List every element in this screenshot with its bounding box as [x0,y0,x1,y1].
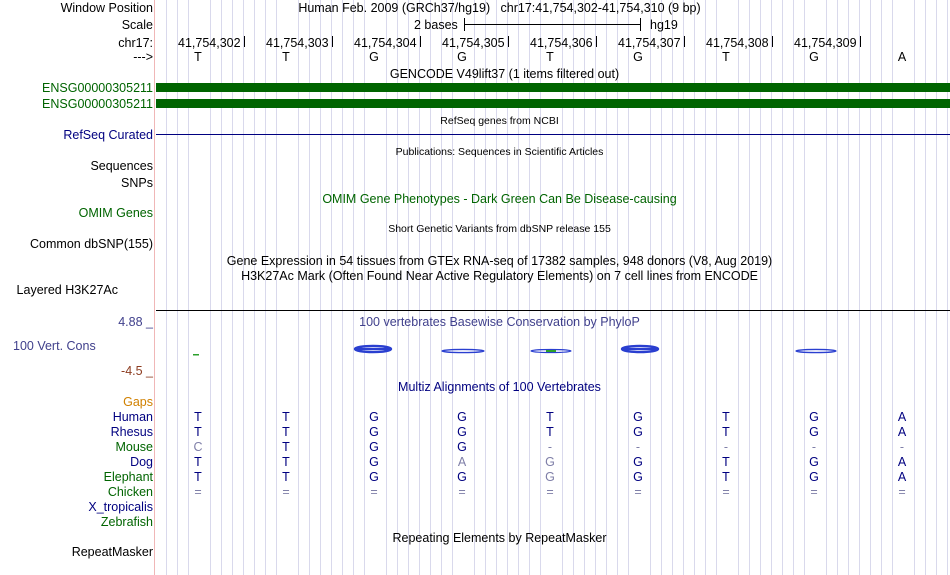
alignment-base: A [457,455,467,469]
position-tick [420,36,421,47]
h3k27-label[interactable]: Layered H3K27Ac [16,283,118,297]
alignment-base: G [809,425,819,439]
position-label: 41,754,306 [530,36,593,50]
species-label[interactable]: X_tropicalis [88,500,153,514]
gaps-label[interactable]: Gaps [123,395,153,409]
pubs-track-title[interactable]: Publications: Sequences in Scientific Articles [395,146,604,158]
alignment-base: A [897,410,907,424]
cons-label[interactable]: 100 Vert. Cons [13,339,96,353]
base: G [809,50,819,64]
position-label: 41,754,307 [618,36,681,50]
position-label: 41,754,308 [706,36,769,50]
alignment-base: = [458,485,466,499]
position-tick [244,36,245,47]
alignment-base: G [369,470,379,484]
alignment-base: - [899,440,905,454]
cons-max-label: 4.88 _ [118,315,153,329]
species-label[interactable]: Zebrafish [100,515,153,529]
base: T [194,50,202,64]
gencode-gene-bar[interactable] [156,99,950,108]
multiz-track-title[interactable]: Multiz Alignments of 100 Vertebrates [398,380,601,394]
position-label: 41,754,309 [794,36,857,50]
repeat-label[interactable]: RepeatMasker [71,545,153,559]
cons-mark [355,348,391,350]
snps-label[interactable]: SNPs [121,176,153,190]
base: T [722,50,730,64]
base: G [369,50,379,64]
alignment-base: T [546,410,554,424]
alignment-base: T [282,425,290,439]
chrom-label: chr17: [118,36,153,50]
position-label: 41,754,302 [178,36,241,50]
refseq-track-title[interactable]: RefSeq genes from NCBI [440,115,559,127]
alignment-base: G [633,425,643,439]
alignment-base: - [811,440,817,454]
cons-track-title[interactable]: 100 vertebrates Basewise Conservation by PhyloP [359,315,640,329]
species-label[interactable]: Mouse [115,440,153,454]
position-tick [596,36,597,47]
repeat-track-title[interactable]: Repeating Elements by RepeatMasker [392,531,607,545]
alignment-base: T [194,470,202,484]
h3k27-track-title[interactable]: H3K27Ac Mark (Often Found Near Active Regulatory Elements) on 7 cell lines from ENCODE [241,269,758,283]
dbsnp-label[interactable]: Common dbSNP(155) [30,237,153,251]
alignment-base: = [634,485,642,499]
alignment-base: A [897,470,907,484]
alignment-base: T [282,440,290,454]
alignment-base: = [282,485,290,499]
base: G [633,50,643,64]
alignment-base: = [722,485,730,499]
alignment-base: G [457,440,467,454]
position-tick [860,36,861,47]
alignment-base: G [457,410,467,424]
alignment-base: = [546,485,554,499]
gencode-item-label[interactable]: ENSG00000305211 [42,97,153,111]
alignment-base: T [282,470,290,484]
alignment-base: G [545,470,555,484]
cons-mark [546,350,556,352]
species-label[interactable]: Elephant [103,470,153,484]
alignment-base: T [546,425,554,439]
alignment-base: - [635,440,641,454]
alignment-base: A [897,425,907,439]
alignment-base: G [545,455,555,469]
alignment-base: G [633,470,643,484]
alignment-base: = [370,485,378,499]
scale-label: Scale [121,18,153,32]
alignment-base: G [369,410,379,424]
base: A [897,50,907,64]
refseq-label[interactable]: RefSeq Curated [63,128,153,142]
gencode-item-label[interactable]: ENSG00000305211 [42,81,153,95]
strand-label: ---> [133,50,153,64]
alignment-base: T [722,410,730,424]
alignment-base: G [457,425,467,439]
alignment-base: G [369,455,379,469]
position-label: 41,754,304 [354,36,417,50]
alignment-base: A [897,455,907,469]
alignment-base: - [723,440,729,454]
alignment-base: T [282,455,290,469]
gencode-gene-bar[interactable] [156,83,950,92]
alignment-base: G [809,470,819,484]
window-position-value [155,1,950,15]
gtex-track-title[interactable]: Gene Expression in 54 tissues from GTEx RNA-seq of 17382 samples, 948 donors (V8, Aug 2019) [226,254,773,268]
position-label: 41,754,303 [266,36,329,50]
cons-mark [193,354,199,356]
alignment-base: G [457,470,467,484]
alignment-base: T [194,410,202,424]
window-position-text: Human Feb. 2009 (GRCh37/hg19) chr17:41,754,302-41,754,310 (9 bp) [298,1,701,15]
base: G [457,50,467,64]
alignment-base: T [282,410,290,424]
species-label[interactable]: Human [112,410,153,424]
species-label[interactable]: Chicken [107,485,153,499]
window-position-label: Window Position [60,1,153,15]
alignment-base: T [194,425,202,439]
alignment-base: T [194,455,202,469]
alignment-base: T [722,425,730,439]
label-divider [154,0,155,575]
position-tick [332,36,333,47]
cons-mark [442,349,484,352]
scale-assembly: hg19 [650,18,678,32]
alignment-base: - [547,440,553,454]
alignment-base: G [369,425,379,439]
alignment-base: = [194,485,202,499]
species-label[interactable]: Rhesus [110,425,153,439]
alignment-base: = [810,485,818,499]
alignment-base: G [809,410,819,424]
sequences-label[interactable]: Sequences [90,159,153,173]
refseq-gene-line[interactable] [156,134,950,135]
alignment-base: T [722,470,730,484]
alignment-base: = [898,485,906,499]
position-tick [772,36,773,47]
scale-value: 2 bases [414,18,458,32]
omim-track-title[interactable]: OMIM Gene Phenotypes - Dark Green Can Be Disease-causing [322,192,677,206]
position-tick [508,36,509,47]
cons-logo [155,330,950,360]
alignment-base: C [193,440,203,454]
dbsnp-track-title[interactable]: Short Genetic Variants from dbSNP release 155 [388,223,611,235]
position-tick [684,36,685,47]
alignment-base: G [369,440,379,454]
alignment-base: G [809,455,819,469]
base: T [282,50,290,64]
cons-min-label: -4.5 _ [121,364,153,378]
alignment-base: G [633,410,643,424]
cons-mark [796,349,836,352]
omim-label[interactable]: OMIM Genes [78,206,153,220]
cons-mark [622,348,658,350]
alignment-base: T [722,455,730,469]
position-label: 41,754,305 [442,36,505,50]
species-label[interactable]: Dog [130,455,153,469]
alignment-base: G [633,455,643,469]
track-separator [156,310,950,311]
gencode-track-title[interactable]: GENCODE V49lift37 (1 items filtered out) [389,67,620,81]
base: T [546,50,554,64]
